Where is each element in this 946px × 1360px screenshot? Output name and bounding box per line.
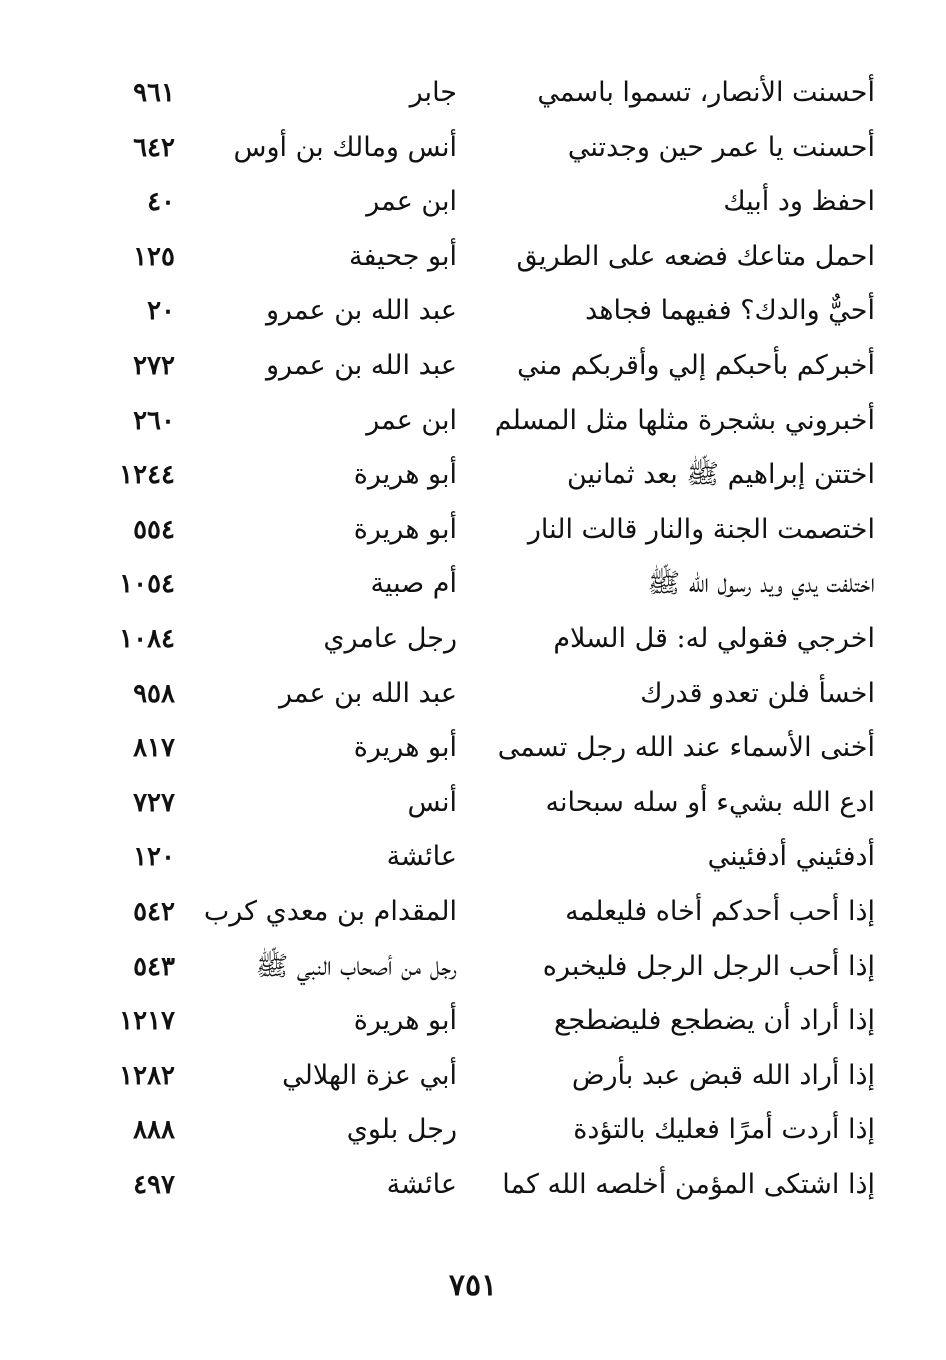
hadith-number: ١٠٥٤	[119, 569, 175, 600]
hadith-text: اخسأ فلن تعدو قدرك	[640, 677, 875, 709]
narrator-name: عبد الله بن عمرو	[265, 349, 457, 381]
index-row	[95, 557, 875, 612]
index-row	[95, 1049, 875, 1104]
hadith-number: ١٢١٧	[119, 1006, 175, 1037]
hadith-text: اختصمت الجنة والنار قالت النار	[527, 513, 875, 545]
narrator-name: رجل بلوي	[346, 1114, 457, 1146]
hadith-text: إذا أراد الله قبض عبد بأرض	[571, 1059, 875, 1091]
index-row	[95, 885, 875, 940]
page-number: ٧٥١	[448, 1268, 498, 1303]
index-row	[95, 1103, 875, 1158]
index-row	[95, 994, 875, 1049]
hadith-index-list	[95, 66, 875, 1212]
hadith-text: أخنى الأسماء عند الله رجل تسمى	[497, 732, 875, 764]
index-row	[95, 230, 875, 285]
hadith-number: ١٢٤٤	[119, 460, 175, 491]
narrator-name: أبو جحيفة	[349, 240, 457, 272]
hadith-text: إذا اشتكى المؤمن أخلصه الله كما	[502, 1168, 875, 1200]
narrator-name: عائشة	[386, 841, 457, 873]
hadith-number: ٨٨٨	[133, 1115, 175, 1146]
hadith-number: ١٠٨٤	[119, 623, 175, 654]
narrator-name: أبو هريرة	[353, 1005, 457, 1037]
hadith-number: ٢٦٠	[133, 405, 175, 436]
hadith-text: أخبركم بأحبكم إلي وأقربكم مني	[517, 349, 875, 381]
narrator-name: رجل من أصحاب النبي ﷺ	[255, 950, 457, 982]
index-row	[95, 1158, 875, 1213]
index-row	[95, 284, 875, 339]
index-row	[95, 830, 875, 885]
hadith-number: ٨١٧	[133, 733, 175, 764]
hadith-number: ٥٥٤	[133, 514, 175, 545]
hadith-text: احفظ ود أبيك	[723, 186, 875, 218]
index-row	[95, 503, 875, 558]
narrator-name: عبد الله بن عمر	[278, 677, 457, 709]
narrator-name: جابر	[409, 77, 457, 108]
index-row	[95, 394, 875, 449]
hadith-number: ٤٠	[147, 187, 175, 218]
narrator-name: أبي عزة الهلالي	[282, 1059, 457, 1091]
hadith-text: اختتن إبراهيم ﷺ بعد ثمانين	[566, 459, 875, 491]
narrator-name: أبو هريرة	[353, 459, 457, 491]
index-row	[95, 776, 875, 831]
narrator-name: أم صبية	[370, 568, 457, 600]
narrator-name: عبد الله بن عمرو	[265, 295, 457, 327]
hadith-text: أدفئيني أدفئيني	[707, 841, 875, 873]
index-row	[95, 721, 875, 776]
index-row	[95, 667, 875, 722]
hadith-number: ٥٤٣	[133, 951, 175, 982]
narrator-name: ابن عمر	[366, 186, 457, 218]
hadith-text: احمل متاعك فضعه على الطريق	[516, 240, 875, 272]
hadith-number: ١٢٨٢	[119, 1060, 175, 1091]
narrator-name: رجل عامري	[323, 622, 457, 654]
hadith-text: إذا أراد أن يضطجع فليضطجع	[554, 1005, 875, 1037]
index-row	[95, 121, 875, 176]
narrator-name: المقدام بن معدي كرب	[203, 895, 457, 927]
index-row	[95, 175, 875, 230]
narrator-name: أنس	[407, 786, 457, 818]
hadith-number: ١٢٠	[133, 842, 175, 873]
narrator-name: ابن عمر	[366, 404, 457, 436]
narrator-name: عائشة	[386, 1168, 457, 1200]
hadith-number: ٢٧٢	[133, 350, 175, 381]
hadith-text: إذا أردت أمرًا فعليك بالتؤدة	[573, 1114, 875, 1146]
hadith-text: ادع الله بشيء أو سله سبحانه	[545, 786, 875, 818]
index-row	[95, 66, 875, 121]
narrator-name: أنس ومالك بن أوس	[233, 131, 457, 163]
hadith-number: ٤٩٧	[133, 1169, 175, 1200]
index-row	[95, 940, 875, 995]
hadith-text: اختلفت يدي ويد رسول الله ﷺ	[647, 568, 875, 600]
hadith-number: ٩٥٨	[133, 678, 175, 709]
narrator-name: أبو هريرة	[353, 513, 457, 545]
hadith-text: أحسنت يا عمر حين وجدتني	[567, 131, 875, 163]
hadith-text: إذا أحب الرجل الرجل فليخبره	[542, 950, 875, 982]
hadith-number: ٢٠	[147, 296, 175, 327]
hadith-number: ٦٤٢	[133, 132, 175, 163]
hadith-text: أخبروني بشجرة مثلها مثل المسلم	[494, 404, 875, 436]
narrator-name: أبو هريرة	[353, 732, 457, 764]
hadith-text: إذا أحب أحدكم أخاه فليعلمه	[565, 895, 875, 927]
hadith-text: أحيٌّ والدك؟ ففيهما فجاهد	[585, 295, 875, 327]
hadith-text: أحسنت الأنصار، تسموا باسمي	[537, 77, 875, 108]
index-row	[95, 448, 875, 503]
hadith-text: اخرجي فقولي له: قل السلام	[553, 622, 875, 654]
index-row	[95, 612, 875, 667]
hadith-number: ٩٦١	[133, 78, 175, 108]
hadith-number: ١٢٥	[133, 241, 175, 272]
hadith-number: ٥٤٢	[133, 896, 175, 927]
index-row	[95, 339, 875, 394]
hadith-number: ٧٢٧	[133, 787, 175, 818]
